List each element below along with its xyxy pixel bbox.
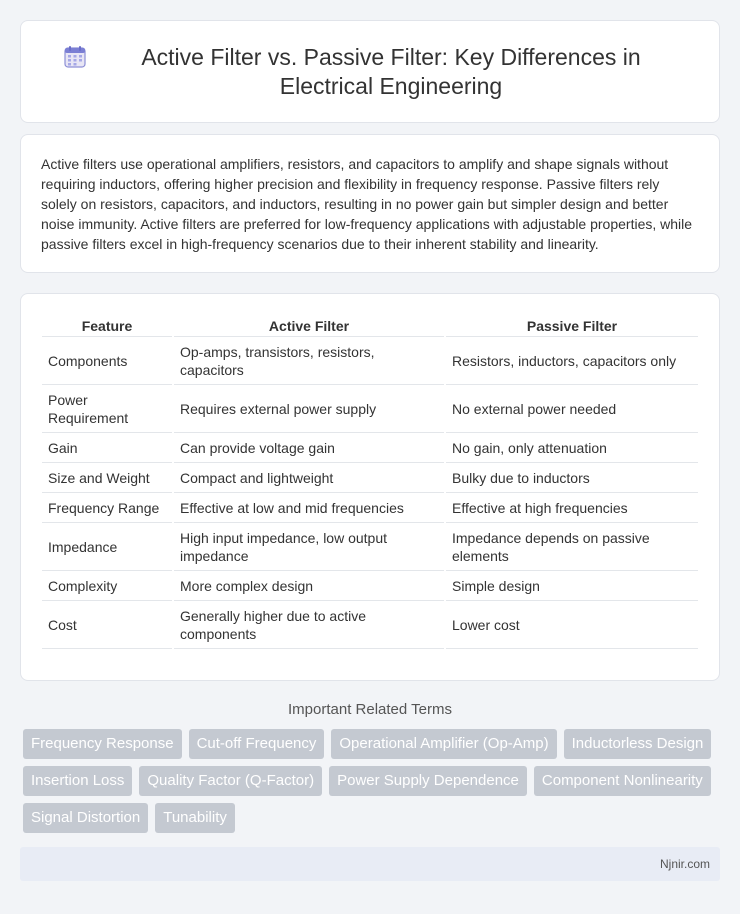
- table-cell-feature: Complexity: [42, 571, 172, 601]
- table-cell-passive: Lower cost: [446, 601, 698, 649]
- table-cell-passive: Impedance depends on passive elements: [446, 523, 698, 571]
- intro-paragraph: Active filters use operational amplifiers, resistors, and capacitors to amplify and shape signals without requiring inductors, offering higher precision and flexibility in frequency response. Passive filters rely solely on resistors, capacitors, and inductors, resulting in no power gain but simpler design and better noise immunity. Active filters are preferred for low-frequency applications with adjustable properties, while passive filters excel in high-frequency scenarios due to their inherent stability and linearity.: [41, 156, 693, 252]
- related-term-tag[interactable]: Inductorless Design: [564, 729, 712, 759]
- table-cell-feature: Power Requirement: [42, 385, 172, 433]
- table-cell-feature: Frequency Range: [42, 493, 172, 523]
- table-row: [42, 433, 698, 463]
- table-cell-passive: No external power needed: [446, 385, 698, 433]
- page-title: Active Filter vs. Passive Filter: Key Differences in Electrical Engineering: [141, 43, 641, 99]
- table-row: [42, 463, 698, 493]
- table-cell-passive: Simple design: [446, 571, 698, 601]
- related-term-tag[interactable]: Insertion Loss: [23, 766, 132, 796]
- related-term-tag[interactable]: Component Nonlinearity: [534, 766, 711, 796]
- table-cell-feature: Components: [42, 337, 172, 385]
- related-term-tag[interactable]: Cut-off Frequency: [189, 729, 325, 759]
- related-terms-list: [20, 729, 720, 833]
- comparison-table: [40, 315, 700, 649]
- related-term-tag[interactable]: Operational Amplifier (Op-Amp): [331, 729, 556, 759]
- title-row: [61, 43, 679, 101]
- related-term-tag[interactable]: Power Supply Dependence: [329, 766, 527, 796]
- table-row: [42, 493, 698, 523]
- table-cell-passive: No gain, only attenuation: [446, 433, 698, 463]
- related-term-tag[interactable]: Signal Distortion: [23, 803, 148, 833]
- related-term-tag[interactable]: Quality Factor (Q-Factor): [139, 766, 322, 796]
- related-term-tag[interactable]: Tunability: [155, 803, 235, 833]
- table-row: [42, 385, 698, 433]
- footer-source[interactable]: Njnir.com: [659, 857, 710, 871]
- table-cell-active: More complex design: [174, 571, 444, 601]
- table-cell-active: Op-amps, transistors, resistors, capacitors: [174, 337, 444, 385]
- table-header-row: [42, 315, 698, 337]
- table-cell-active: Can provide voltage gain: [174, 433, 444, 463]
- column-header-active: Active Filter: [174, 315, 444, 337]
- table-row: [42, 571, 698, 601]
- comparison-table-card: [20, 293, 720, 681]
- table-row: [42, 523, 698, 571]
- intro-card: [20, 134, 720, 273]
- table-cell-feature: Size and Weight: [42, 463, 172, 493]
- table-cell-active: Generally higher due to active components: [174, 601, 444, 649]
- table-cell-active: Effective at low and mid frequencies: [174, 493, 444, 523]
- table-cell-active: Requires external power supply: [174, 385, 444, 433]
- table-cell-passive: Resistors, inductors, capacitors only: [446, 337, 698, 385]
- related-terms-heading: Important Related Terms: [288, 701, 452, 718]
- table-cell-passive: Effective at high frequencies: [446, 493, 698, 523]
- table-cell-active: Compact and lightweight: [174, 463, 444, 493]
- table-row: [42, 337, 698, 385]
- column-header-feature: Feature: [42, 315, 172, 337]
- table-row: [42, 601, 698, 649]
- table-cell-passive: Bulky due to inductors: [446, 463, 698, 493]
- table-cell-active: High input impedance, low output impedance: [174, 523, 444, 571]
- table-cell-feature: Gain: [42, 433, 172, 463]
- related-term-tag[interactable]: Frequency Response: [23, 729, 182, 759]
- table-cell-feature: Impedance: [42, 523, 172, 571]
- header-card: [20, 20, 720, 123]
- column-header-passive: Passive Filter: [446, 315, 698, 337]
- footer-bar: [20, 847, 720, 881]
- table-cell-feature: Cost: [42, 601, 172, 649]
- calendar-icon: [61, 43, 89, 71]
